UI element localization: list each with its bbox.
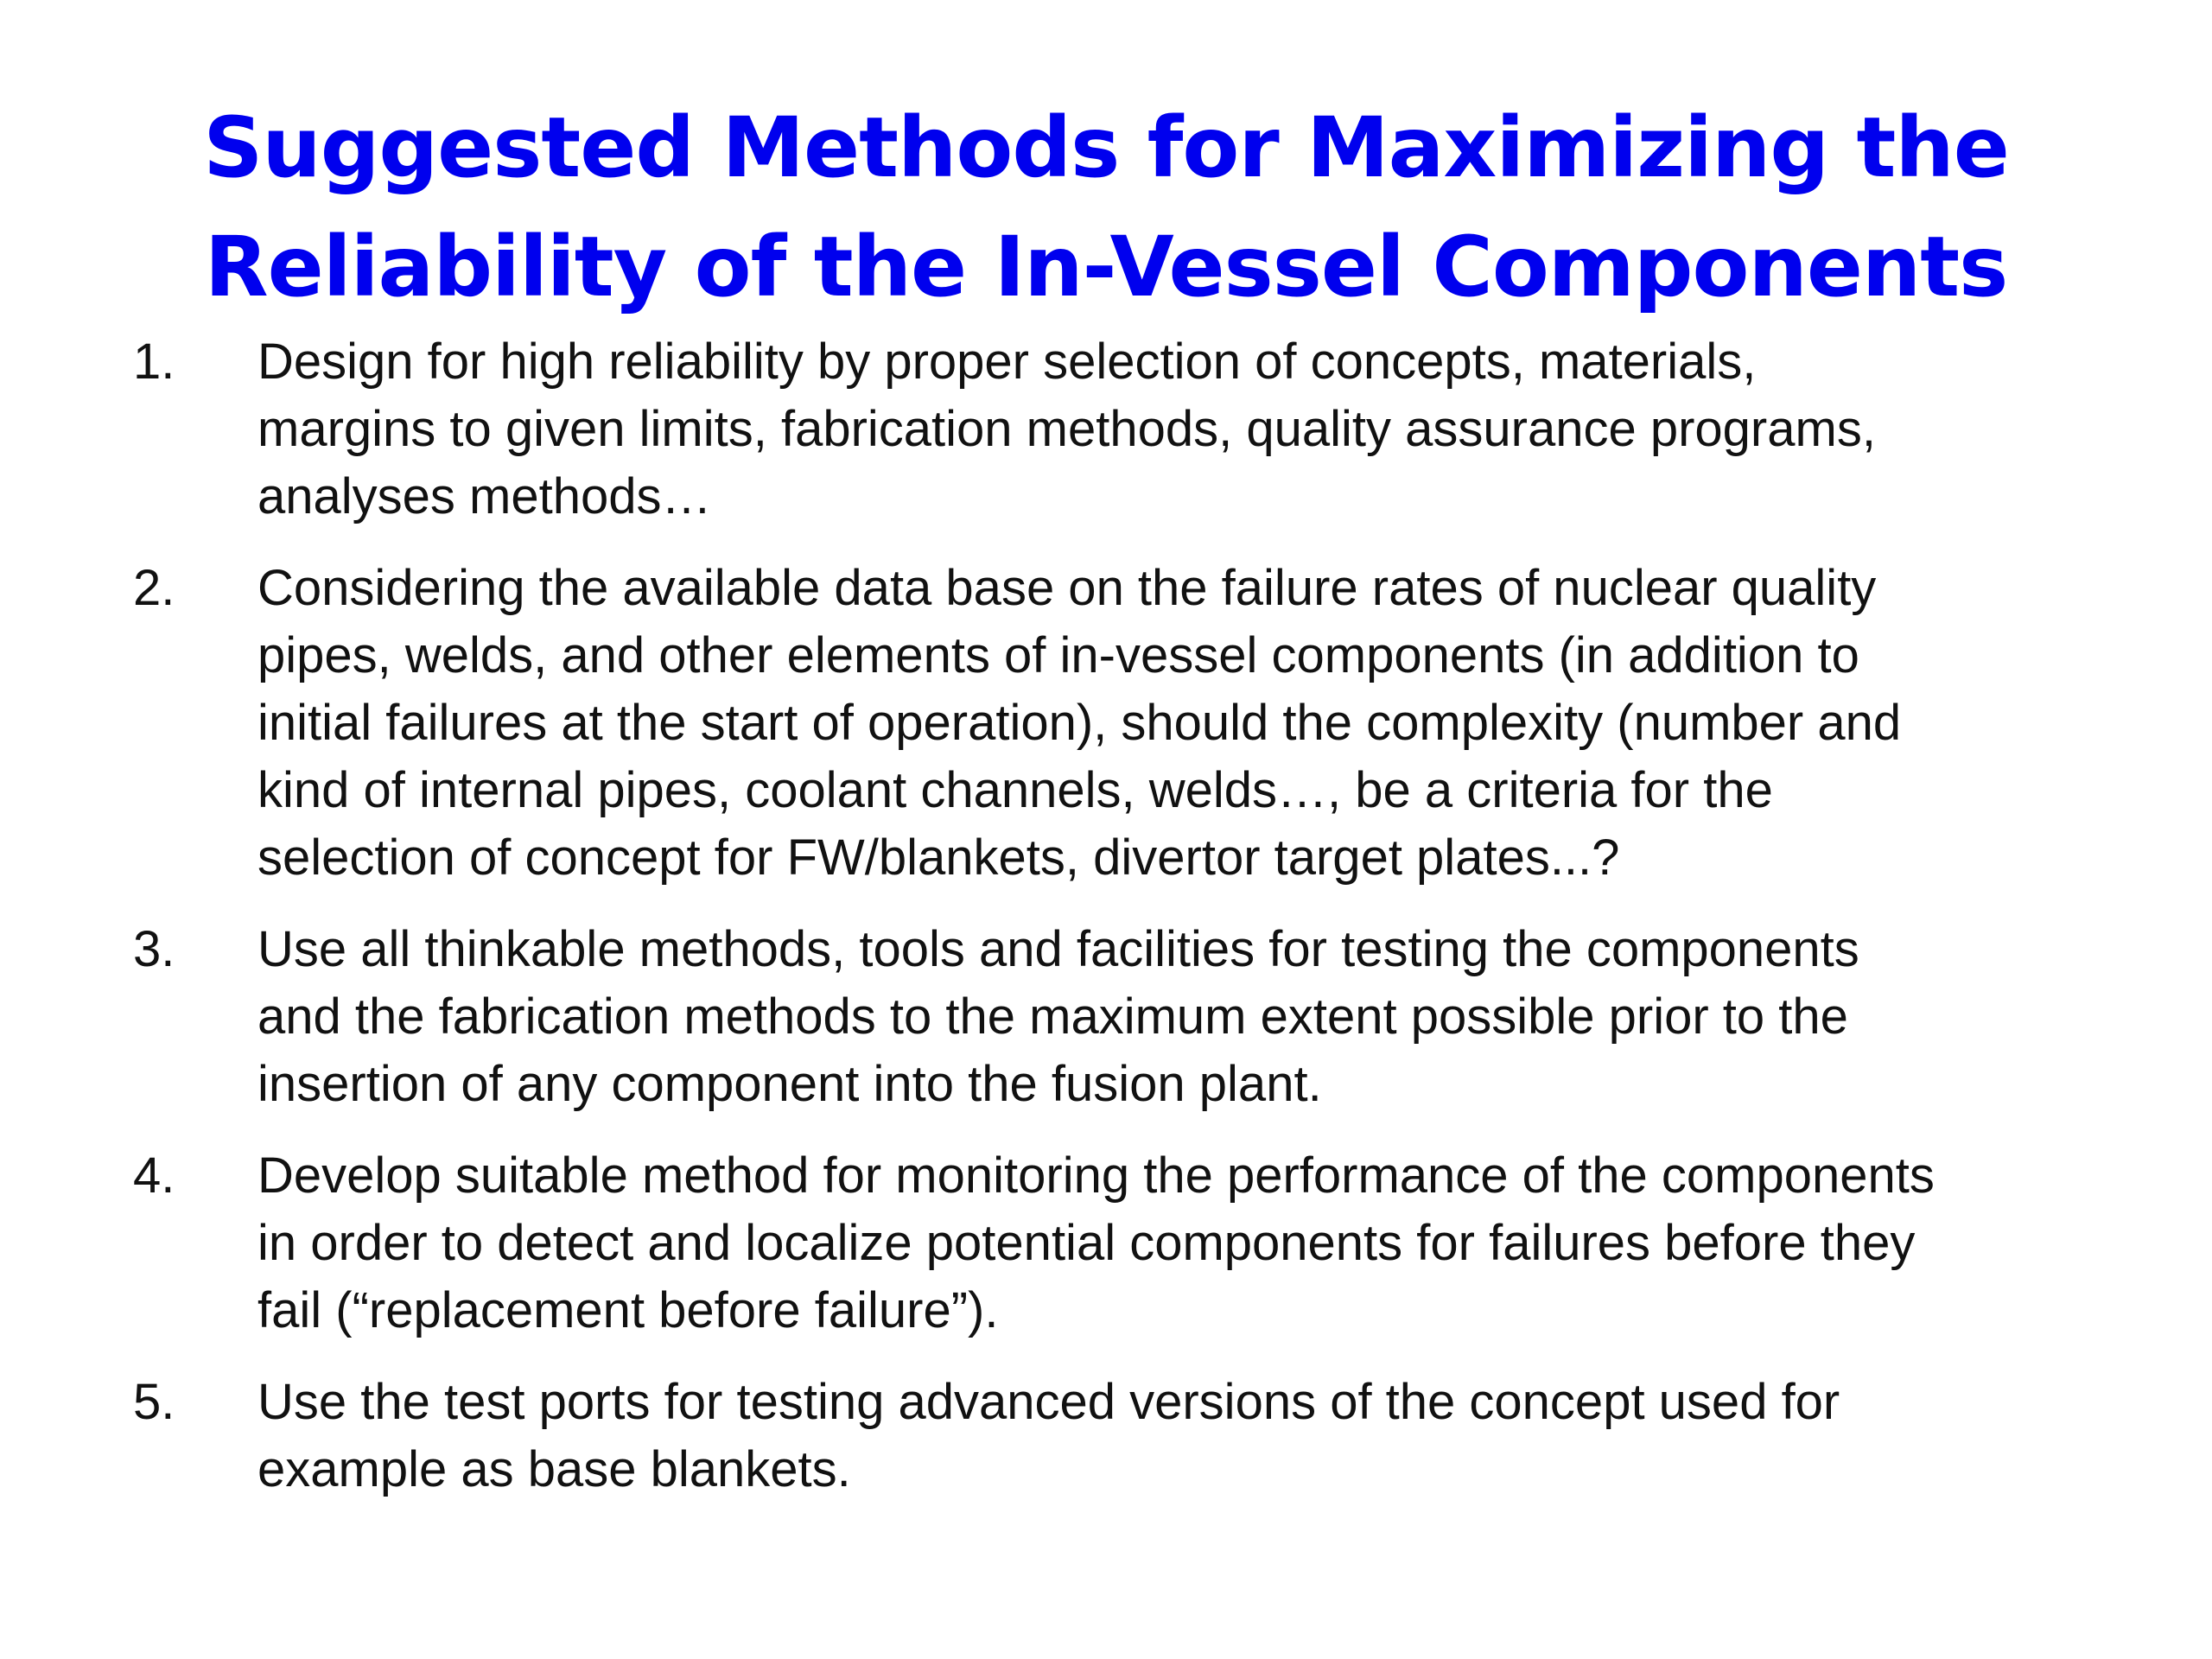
- list-item: [0, 555, 2212, 892]
- list-item-line: insertion of any component into the fusion plant.: [257, 1056, 1322, 1112]
- slide-title-line-2: Reliability of the In-Vessel Components: [204, 219, 2008, 316]
- list-item-line: Use the test ports for testing advanced versions of the concept used for: [257, 1374, 1840, 1430]
- list-item: [0, 328, 2212, 531]
- list-item-line: pipes, welds, and other elements of in-vessel components (in addition to: [257, 627, 1859, 683]
- list-item-line: kind of internal pipes, coolant channels, welds…, be a criteria for the: [257, 762, 1773, 818]
- list-item-line: example as base blankets.: [257, 1441, 851, 1497]
- list-item-number: 5.: [133, 1374, 175, 1430]
- list-item-line: initial failures at the start of operation), should the complexity (number and: [257, 695, 1902, 751]
- list-item-line: and the fabrication methods to the maximum extent possible prior to the: [257, 988, 1848, 1045]
- list-item-line: in order to detect and localize potential components for failures before they: [257, 1215, 1916, 1271]
- list-item-number: 3.: [133, 921, 175, 977]
- list-item-line: Considering the available data base on the failure rates of nuclear quality: [257, 560, 1877, 616]
- list-item-number: 1.: [133, 334, 175, 390]
- list-item-text: [257, 1369, 2141, 1503]
- list-item-number: 4.: [133, 1147, 175, 1204]
- list-item: [0, 916, 2212, 1118]
- list-item-text: [257, 555, 2141, 892]
- list-item-line: analyses methods…: [257, 468, 712, 524]
- list-item-line: selection of concept for FW/blankets, divertor target plates...?: [257, 830, 1620, 886]
- list-item-line: Use all thinkable methods, tools and facilities for testing the components: [257, 921, 1859, 977]
- list-item-line: margins to given limits, fabrication methods, quality assurance programs,: [257, 401, 1876, 457]
- list-item-number: 2.: [133, 560, 175, 616]
- list-item-text: [257, 1142, 2141, 1344]
- numbered-list: [0, 328, 2212, 1528]
- list-item-line: Develop suitable method for monitoring the performance of the components: [257, 1147, 1935, 1204]
- list-item-text: [257, 328, 2141, 531]
- slide-title-line-1: Suggested Methods for Maximizing the: [203, 99, 2009, 197]
- list-item-line: Design for high reliability by proper selection of concepts, materials,: [257, 334, 1757, 390]
- list-item-line: fail (“replacement before failure”).: [257, 1282, 999, 1338]
- list-item: [0, 1142, 2212, 1344]
- list-item-text: [257, 916, 2141, 1118]
- list-item: [0, 1369, 2212, 1503]
- slide-title: [0, 88, 2212, 327]
